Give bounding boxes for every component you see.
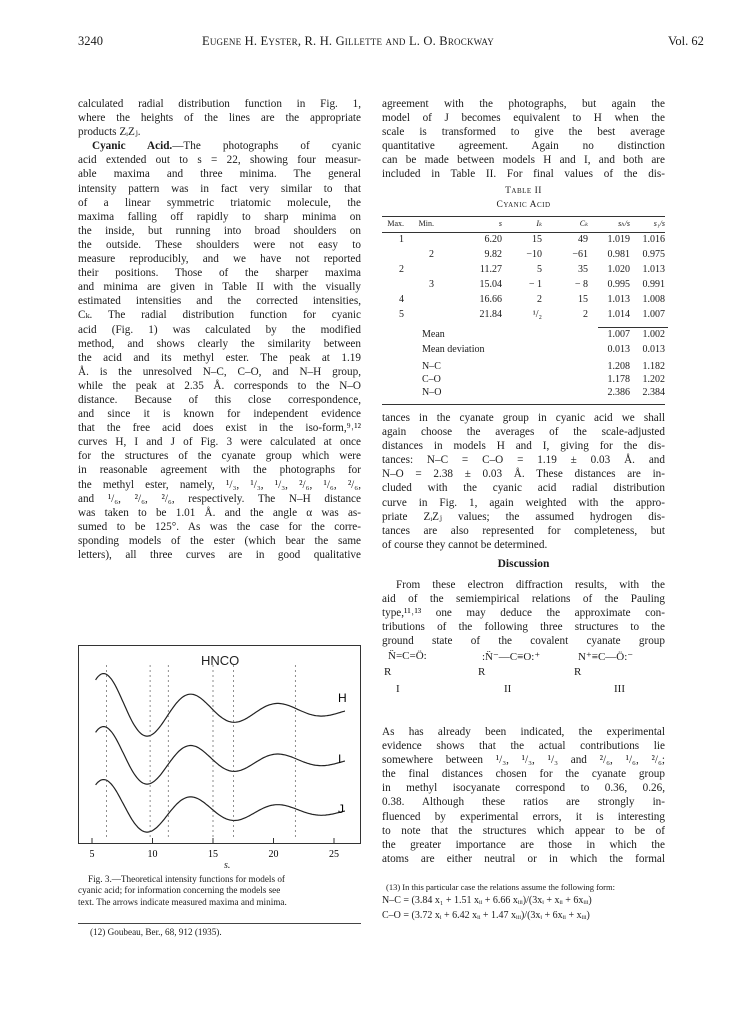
footnote-13: (13) In this particular case the relations assume the following form: <box>386 882 615 892</box>
section-first-line-text: —The photographs of cyanic <box>172 140 361 153</box>
structure-r-group: R <box>574 666 582 678</box>
table-cell: 2 <box>583 309 588 320</box>
intensity-curve-I <box>96 727 345 785</box>
table-cell: 0.991 <box>642 279 665 290</box>
text-line: in methyl isocyanate correspond to 0.36, 0.26, <box>382 782 665 795</box>
table-cell: 1.008 <box>642 294 665 305</box>
text-line: able maxima and three minima. The general <box>78 168 361 181</box>
table-mean-rule <box>598 327 668 328</box>
text-line: included in Table II. For final values of the dis- <box>382 168 665 181</box>
text-line: distance. Because of this close correspondence, <box>78 393 361 406</box>
text-line: aid of the semiempirical relations of the Pauling <box>382 593 665 606</box>
table-subtitle: Cyanic Acid <box>496 200 551 210</box>
summary-value: 0.013 <box>642 344 665 355</box>
table-cell: 21.84 <box>479 309 502 320</box>
text-line: was taken to be 1.01 Å. and the angle α was as- <box>78 506 361 519</box>
text-line: tributions of the following three structures to the <box>382 621 665 634</box>
left-column <box>78 97 361 562</box>
text-line: ground state of the covalent cyanate group <box>382 635 665 648</box>
summary-value: 2.384 <box>642 387 665 398</box>
intensity-curve-H <box>96 674 345 737</box>
summary-label: N–C <box>422 361 441 372</box>
text-line: atoms are either neutral or in which the formal <box>382 852 665 865</box>
text-line: curve in Fig. 1, again weighted with the appro- <box>382 496 665 509</box>
text-line: can be made between models H and I, and both are <box>382 154 665 167</box>
figure-3 <box>78 645 361 860</box>
text-line: type,¹¹˒¹³ one may deduce the approximate con- <box>382 607 665 620</box>
x-tick-label: 10 <box>147 849 158 860</box>
curve-label: J <box>338 802 344 816</box>
text-line: their positions. Those of the sharper maxima <box>78 267 361 280</box>
x-axis-label: s. <box>224 860 231 871</box>
table-title: Table II <box>505 186 542 196</box>
table-cell: 4 <box>399 294 404 305</box>
text-line: the greater importance are those in which the <box>382 838 665 851</box>
table-header <box>382 218 665 231</box>
text-line: products ZᵢZⱼ. <box>78 126 141 139</box>
table-cell: 6.20 <box>484 234 502 245</box>
summary-value: 1.202 <box>642 374 665 385</box>
text-line: the inside, but running into broad shoulders on <box>78 224 361 237</box>
text-line: acid (Fig. 1) was calculated by the modified <box>78 323 361 336</box>
text-line: of course they cannot be determined. <box>382 538 548 551</box>
text-line: scale is transformed to give the best average <box>382 126 665 139</box>
text-line: the outside. These shoulders were not easy to <box>78 238 361 251</box>
table-cell: 0.995 <box>607 279 630 290</box>
table-cell: 5 <box>399 309 404 320</box>
table-rule-header <box>382 232 665 233</box>
x-axis-ticks <box>90 838 340 860</box>
structure-formula: N̈=C=Ö: <box>388 650 427 662</box>
text-line: method, and shows clearly the similarity between <box>78 337 361 350</box>
text-line: acid extended out to s = 22, showing four measur- <box>78 154 361 167</box>
figure-frame <box>79 646 361 844</box>
table-header-cell: Cₖ <box>579 219 588 228</box>
text-line: again choose the averages of the scale-adjusted <box>382 426 665 439</box>
curve-label: I <box>338 752 342 766</box>
summary-label: N–O <box>422 387 442 398</box>
table-cell: 2 <box>537 294 542 305</box>
text-line: of a linear symmetric triatomic molecule, the <box>78 196 361 209</box>
table-cell: 1.016 <box>642 234 665 245</box>
footnote-12: (12) Goubeau, Ber., 68, 912 (1935). <box>90 927 222 937</box>
table-cell: 35 <box>578 264 588 275</box>
right-column-top <box>382 97 665 182</box>
text-line: while the peak at 2.35 Å. corresponds to the N–O <box>78 379 361 392</box>
table-header-cell: s₁/s <box>653 219 665 228</box>
text-line: calculated radial distribution function in Fig. 1, <box>78 98 361 110</box>
table-cell: 1.020 <box>607 264 630 275</box>
structure-numeral: III <box>614 683 625 695</box>
running-header-authors: Eugene H. Eyster, R. H. Gillette and L. O. Brockway <box>202 34 494 48</box>
figure-label: HNCO <box>201 653 240 668</box>
table-cell: 15 <box>532 234 542 245</box>
table-cell: 1.019 <box>607 234 630 245</box>
table-cell: 2 <box>399 264 404 275</box>
text-line: and ¹/₆, ²/₆, ²/₆, respectively. The N–H distance <box>78 492 361 505</box>
structure-formula: N⁺≡C—Ö:⁻ <box>578 651 634 663</box>
text-line: for the structures of the cyanate group which were <box>78 450 361 463</box>
volume-label: Vol. 62 <box>668 34 704 48</box>
table-header-cell: Iₖ <box>536 219 542 228</box>
table-header-cell: s <box>498 219 502 228</box>
structure-r-group: R <box>384 666 392 678</box>
caption-line: Fig. 3.—Theoretical intensity functions for models of <box>88 874 285 884</box>
text-line: where the heights of the lines are the appropriate <box>78 112 361 125</box>
text-line: and minima are given in Table II with the visually <box>78 281 361 294</box>
table-cell: 15.04 <box>479 279 502 290</box>
text-line: tances: N–C = C–O = 1.19 ± 0.03 Å. and <box>382 454 665 467</box>
table-header-cell: Max. <box>387 219 404 228</box>
table-cell: 0.975 <box>642 249 665 260</box>
table-cell: 9.82 <box>484 249 502 260</box>
text-line: N–O = 2.38 ± 0.03 Å. These distances are in- <box>382 468 665 481</box>
text-line: priate ZᵢZⱼ values; the assumed hydrogen dis- <box>382 510 665 523</box>
text-line: the acid and its methyl ester. The peak at 1.19 <box>78 351 361 364</box>
text-line: agreement with the photographs, but again the <box>382 98 665 110</box>
text-line: distances in models H and I, giving for the dis- <box>382 440 665 453</box>
text-line: estimated intensities and the corrected intensities, <box>78 295 361 308</box>
structure-numeral: I <box>396 683 400 695</box>
text-line: tances are also represented for completeness, but <box>382 524 665 537</box>
text-line: intensity pattern was in fact very similar to that <box>78 182 361 195</box>
text-line: tances in the cyanate group in cyanic acid we shall <box>382 412 665 424</box>
x-tick-label: 25 <box>329 849 339 860</box>
text-line: letters), all three curves are in good qualitative <box>78 549 361 561</box>
text-line: Cₖ. The radial distribution function for cyanic <box>78 309 361 322</box>
table-cell: 11.27 <box>479 264 502 275</box>
summary-value: 1.007 <box>607 329 630 340</box>
text-line: maxima falling off rapidly to sharp minima on <box>78 210 361 223</box>
discussion-heading: Discussion <box>497 558 550 570</box>
text-line: 0.38. Although these ratios are strongly in- <box>382 796 665 809</box>
right-column-middle <box>382 411 665 552</box>
resonance-structures <box>382 650 665 712</box>
table-cell: 16.66 <box>479 294 502 305</box>
table-rule-top <box>382 216 665 217</box>
text-line: measure reproducibly, and we have not reported <box>78 253 361 266</box>
curve-label: H <box>338 691 347 705</box>
page-number: 3240 <box>78 34 103 48</box>
text-line: sumed to be 125°. As was the case for the corre- <box>78 520 361 533</box>
text-line: From these electron diffraction results, with the <box>396 579 665 591</box>
summary-label: Mean <box>422 329 445 340</box>
caption-line: cyanic acid; for information concerning the models see <box>78 885 281 896</box>
table-cell: − 8 <box>574 279 588 290</box>
table-header-cell: sₕ/s <box>618 219 630 228</box>
equation-co: C–O = (3.72 xᵢ + 6.42 xᵢᵢ + 1.47 xᵢᵢᵢ)/(3xᵢ + 6xᵢᵢ + xᵢᵢᵢ) <box>382 910 590 921</box>
table-cell: 1.013 <box>642 264 665 275</box>
figure-3-plot <box>78 645 361 860</box>
table-cell: −61 <box>572 249 588 260</box>
table-cell: − 1 <box>528 279 542 290</box>
structure-numeral: II <box>504 683 512 695</box>
text-line: the final distances chosen for the cyanate group <box>382 768 665 781</box>
table-cell: 3 <box>429 279 434 290</box>
text-line: curves H, I and J of Fig. 3 were calculated at once <box>78 436 361 449</box>
table-cell: 1.013 <box>607 294 630 305</box>
x-tick-label: 15 <box>208 849 218 860</box>
text-line: As has already been indicated, the experimental <box>382 726 665 738</box>
x-tick-label: 20 <box>268 849 279 860</box>
intensity-curves <box>96 665 347 840</box>
table-rule-bottom <box>382 404 665 405</box>
footnote-rule <box>78 923 361 924</box>
table-cell: 1.014 <box>607 309 630 320</box>
table-cell: ¹/₂ <box>532 309 542 320</box>
structure-r-group: R <box>478 666 486 678</box>
table-cell: 2 <box>429 249 434 260</box>
text-line: evidence shows that the actual contributions lie <box>382 740 665 753</box>
equation-nc: N–C = (3.84 x₁ + 1.51 xᵢᵢ + 6.66 xᵢᵢᵢ)/(3xᵢ + xᵢᵢ + 6xᵢᵢᵢ) <box>382 895 592 906</box>
text-line: Å. is the unresolved N–C, C–O, and N–H group, <box>78 365 361 378</box>
text-line: model of J becomes equivalent to H when the <box>382 112 665 125</box>
section-first-line <box>78 139 361 153</box>
structure-formula: :N̈⁻—C≡O:⁺ <box>482 651 541 663</box>
x-tick-label: 5 <box>89 849 95 860</box>
text-line: the methyl ester, namely, ¹/₃, ¹/₃, ¹/₃, ²/₆, ¹/₆, ²/₆, <box>78 478 361 491</box>
discussion-text <box>382 578 665 648</box>
summary-value: 0.013 <box>607 344 630 355</box>
summary-value: 1.182 <box>642 361 665 372</box>
table-cell: 49 <box>578 234 588 245</box>
text-line: cluded with the cyanic acid radial distribution <box>382 482 665 495</box>
summary-value: 1.208 <box>607 361 630 372</box>
table-cell: 1.007 <box>642 309 665 320</box>
summary-label: Mean deviation <box>422 344 485 355</box>
text-line: quantitative agreement. Again no distinction <box>382 140 665 153</box>
text-line: fluenced by experimental errors, it is interesting <box>382 810 665 823</box>
right-column-after <box>382 725 665 866</box>
table-cell: 0.981 <box>607 249 630 260</box>
summary-value: 1.178 <box>607 374 630 385</box>
summary-label: C–O <box>422 374 441 385</box>
text-line: to note that the structures which appear to be of <box>382 824 665 837</box>
table-cell: 1 <box>399 234 404 245</box>
figure-caption <box>78 874 361 908</box>
table-cell: 5 <box>537 264 542 275</box>
text-line: and since it is known for independent evidence <box>78 408 361 421</box>
text-line: in reasonable agreement with the photographs for <box>78 464 361 477</box>
summary-value: 2.386 <box>607 387 630 398</box>
table-header-cell: Min. <box>418 219 434 228</box>
text-line: that the free acid does exist in the iso-form,⁹˒¹² <box>78 422 361 435</box>
table-cell: 15 <box>578 294 588 305</box>
caption-line: text. The arrows indicate measured maxima and minima. <box>78 896 287 907</box>
intensity-curve-J <box>96 780 345 833</box>
table-cell: −10 <box>526 249 542 260</box>
text-line: sponding models of the ester (which bear the same <box>78 534 361 547</box>
summary-value: 1.002 <box>642 329 665 340</box>
text-line: somewhere between ¹/₃, ¹/₃, ¹/₃ and ²/₆, ¹/₆, ²/₆; <box>382 754 665 767</box>
section-title: Cyanic Acid. <box>92 140 173 153</box>
